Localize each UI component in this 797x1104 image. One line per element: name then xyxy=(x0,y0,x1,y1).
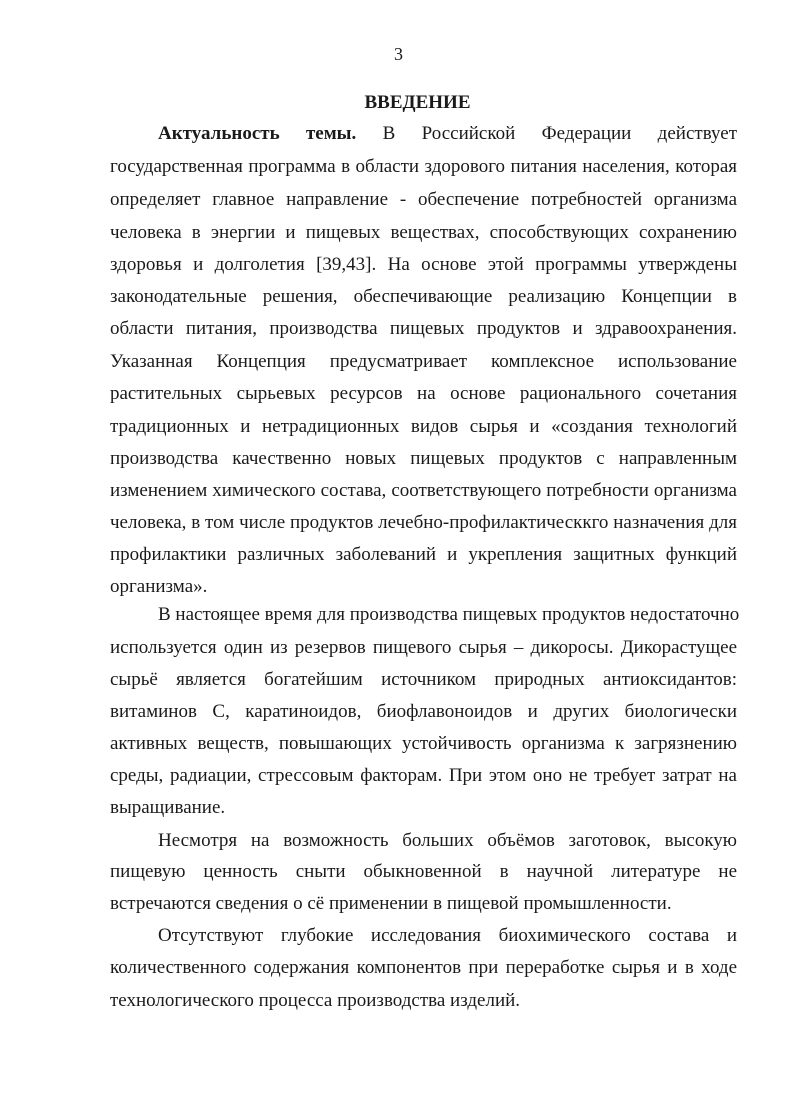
text-line: здоровья и долголетия [39,43]. На основе этой программы утверждены xyxy=(110,254,737,275)
text-line: используется один из резервов пищевого сырья – дикоросы. Дикорастущее xyxy=(110,637,737,658)
paragraph-first-line xyxy=(158,123,737,145)
text-line: встречаются сведения о сё применении в пищевой промышленности. xyxy=(110,893,672,914)
text-line: изменением химического состава, соответствующего потребности организма xyxy=(110,480,737,501)
text-line: пищевую ценность сныти обыкновенной в научной литературе не xyxy=(110,861,737,882)
text-line: В Российской Федерации действует xyxy=(356,123,737,144)
text-line: определяет главное направление - обеспечение потребностей организма xyxy=(110,189,737,210)
text-line: традиционных и нетрадиционных видов сырья и «создания технологий xyxy=(110,416,737,437)
text-line: В настоящее время для производства пищевых продуктов недостаточно xyxy=(158,604,740,625)
text-line: Указанная Концепция предусматривает комплексное использование xyxy=(110,351,737,372)
text-line: активных веществ, повышающих устойчивость организма к загрязнению xyxy=(110,733,737,754)
text-line: Отсутствуют глубокие исследования биохимического состава и xyxy=(158,925,737,946)
text-line: области питания, производства пищевых продуктов и здравоохранения. xyxy=(110,318,737,339)
section-title: ВВЕДЕНИЕ xyxy=(364,92,471,113)
text-line: растительных сырьевых ресурсов на основе рационального сочетания xyxy=(110,383,737,404)
text-line: выращивание. xyxy=(110,797,226,818)
text-line: государственная программа в области здорового питания населения, которая xyxy=(110,156,737,177)
text-line: профилактики различных заболеваний и укрепления защитных функций xyxy=(110,544,737,565)
page-number: 3 xyxy=(394,44,403,64)
text-line: человека, в том числе продуктов лечебно-профилактическкго назначения для xyxy=(110,512,737,533)
text-line: витаминов С, каратиноидов, биофлавоноидов и других биологически xyxy=(110,701,737,722)
text-line: количественного содержания компонентов при переработке сырья и в ходе xyxy=(110,957,737,978)
text-line: технологического процесса производства изделий. xyxy=(110,990,521,1011)
text-line: человека в энергии и пищевых веществах, способствующих сохранению xyxy=(110,222,737,243)
text-line: производства качественно новых пищевых продуктов с направленным xyxy=(110,448,737,469)
topic-heading: Актуальность темы. xyxy=(158,123,357,144)
text-line: сырьё является богатейшим источником природных антиоксидантов: xyxy=(110,669,737,690)
text-line: законодательные решения, обеспечивающие реализацию Концепции в xyxy=(110,286,737,307)
text-line: организма». xyxy=(110,576,208,597)
text-line: Несмотря на возможность больших объёмов заготовок, высокую xyxy=(158,830,737,851)
text-line: среды, радиации, стрессовым факторам. При этом оно не требует затрат на xyxy=(110,765,737,786)
